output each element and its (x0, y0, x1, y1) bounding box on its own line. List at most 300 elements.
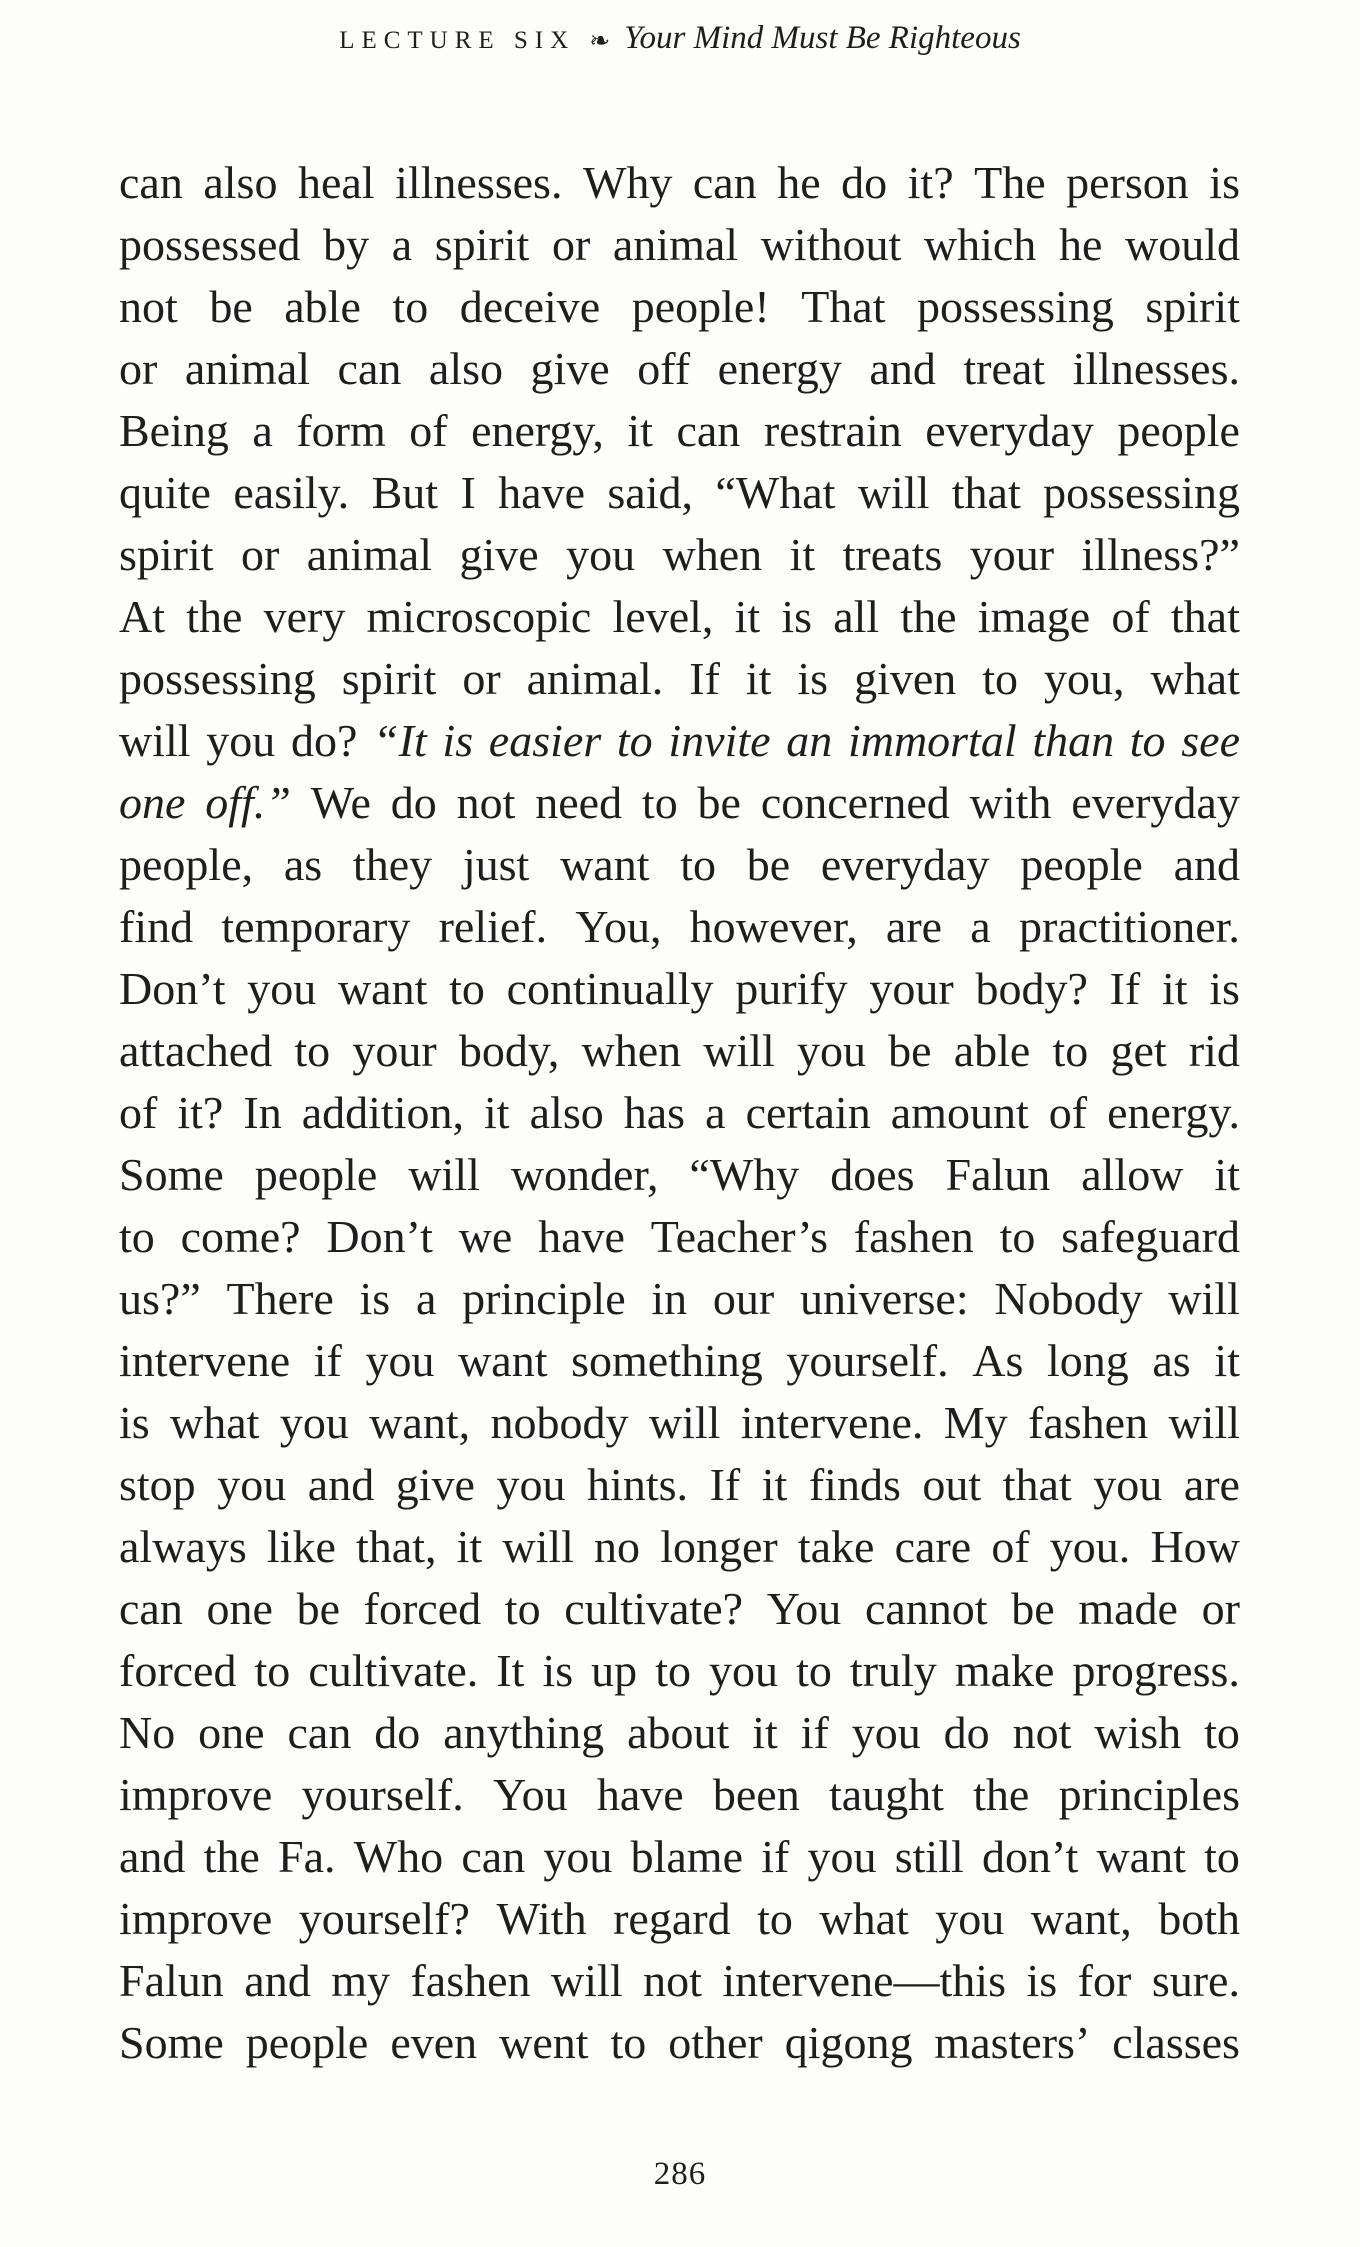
word: people, (119, 839, 254, 890)
word: not (456, 777, 516, 828)
word: still (894, 1831, 964, 1882)
word: it (761, 1459, 788, 1510)
word: or (119, 343, 158, 394)
body-line (119, 1020, 1240, 1082)
word: as (283, 839, 323, 890)
word: what (170, 1397, 260, 1448)
word: people (1117, 405, 1240, 456)
body-line (119, 1764, 1240, 1826)
body-line (119, 1392, 1240, 1454)
word: able (284, 281, 361, 332)
word: taught (828, 1769, 944, 1820)
word: fashen (853, 1211, 974, 1262)
word: off.” (205, 777, 291, 828)
word: yourself. (301, 1769, 464, 1820)
word: my (331, 1955, 390, 2006)
word: in (651, 1273, 688, 1324)
word: I (460, 467, 476, 518)
word: Some (119, 1149, 224, 1200)
word: our (712, 1273, 775, 1324)
word: to (1204, 1707, 1240, 1758)
word: easier (488, 715, 602, 766)
word: sure. (1151, 1955, 1240, 2006)
word: you (709, 1645, 779, 1696)
word: universe: (799, 1273, 969, 1324)
word: to (254, 1645, 291, 1696)
word: animal (184, 343, 311, 394)
word: You (492, 1769, 568, 1820)
body-line (119, 1826, 1240, 1888)
word: you (797, 1025, 866, 1076)
word: people (245, 2017, 369, 2068)
word: to (641, 777, 678, 828)
word: what (1150, 653, 1240, 704)
word: is (542, 1645, 574, 1696)
word: illnesses. (395, 157, 563, 208)
word: intervene—this (722, 1955, 1006, 2006)
word: is (781, 591, 813, 642)
word: other (668, 2017, 763, 2068)
word: to (504, 1583, 541, 1634)
word: If (1109, 963, 1141, 1014)
word: want (337, 963, 428, 1014)
word: spirit (119, 529, 214, 580)
word: come? (180, 1211, 301, 1262)
word: don’t (981, 1831, 1079, 1882)
word: possessing (917, 281, 1114, 332)
word: treat (963, 343, 1046, 394)
word: will (408, 1149, 480, 1200)
word: deceive (459, 281, 601, 332)
word: Don’t (326, 1211, 433, 1262)
word: a (391, 219, 413, 270)
word: person (1066, 157, 1189, 208)
word: not (119, 281, 178, 332)
body-line (119, 1454, 1240, 1516)
word: make (954, 1645, 1055, 1696)
word: “It (373, 715, 427, 766)
word: blame (630, 1831, 744, 1882)
word: Why (582, 157, 673, 208)
word: if (313, 1335, 342, 1386)
word: find (119, 901, 194, 952)
word: Some (119, 2017, 224, 2068)
word: No (119, 1707, 176, 1758)
word: forced (363, 1583, 482, 1634)
word: improve (119, 1769, 273, 1820)
word: possessing (1043, 467, 1240, 518)
body-line (119, 586, 1240, 648)
word: invite (668, 715, 771, 766)
body-line (119, 648, 1240, 710)
word: take (797, 1521, 875, 1572)
word: for (1077, 1955, 1132, 2006)
word: and (119, 1831, 186, 1882)
word: immortal (847, 715, 1017, 766)
word: that, (356, 1521, 437, 1572)
word: Teacher’s (650, 1211, 828, 1262)
word: no (594, 1521, 641, 1572)
word: wish (1094, 1707, 1182, 1758)
word: There (226, 1273, 334, 1324)
body-line (119, 958, 1240, 1020)
word: your (352, 1025, 437, 1076)
word: have (596, 1769, 684, 1820)
word: forced (119, 1645, 237, 1696)
word: cultivate? (564, 1583, 744, 1634)
word: of (1048, 1087, 1088, 1138)
word: of (409, 405, 448, 456)
word: “Why (689, 1149, 800, 1200)
word: to (119, 1211, 155, 1262)
word: concerned (760, 777, 950, 828)
word: the (900, 591, 957, 642)
word: by (323, 219, 370, 270)
word: what (819, 1893, 909, 1944)
word: be (746, 839, 791, 890)
word: will (648, 1397, 721, 1448)
fleuron-icon: ❧ (589, 28, 611, 55)
word: If (689, 653, 720, 704)
word: it? (907, 157, 954, 208)
body-line (119, 710, 1240, 772)
word: you (206, 715, 276, 766)
word: yourself. (786, 1335, 949, 1386)
word: will (551, 1955, 623, 2006)
body-line (119, 152, 1240, 214)
word: Nobody (994, 1273, 1143, 1324)
word: he (777, 157, 821, 208)
word: will (1168, 1273, 1240, 1324)
word: masters’ (934, 2017, 1091, 2068)
word: to (796, 1645, 832, 1696)
word: to (680, 839, 716, 890)
word: you (247, 963, 317, 1014)
word: or (551, 219, 591, 270)
word: Being (119, 405, 229, 456)
word: microscopic (366, 591, 592, 642)
page-body (119, 152, 1240, 2074)
word: it? (177, 1087, 224, 1138)
word: the (186, 591, 243, 642)
body-line (119, 1330, 1240, 1392)
word: get (1110, 1025, 1167, 1076)
word: it (627, 405, 653, 456)
word: both (1158, 1893, 1240, 1944)
body-line (119, 338, 1240, 400)
word: Falun (119, 1955, 224, 2006)
word: can (461, 1831, 526, 1882)
word: do (374, 1707, 421, 1758)
word: people (1020, 839, 1143, 890)
word: that (1002, 1459, 1072, 1510)
word: can (676, 405, 741, 456)
word: possessed (119, 219, 301, 270)
word: anything (443, 1707, 605, 1758)
word: said, (607, 467, 693, 518)
body-line (119, 1268, 1240, 1330)
body-line (119, 1640, 1240, 1702)
word: is (797, 653, 829, 704)
word: animal (306, 529, 432, 580)
word: us?” (119, 1273, 201, 1324)
word: will (1168, 1397, 1240, 1448)
word: to (655, 1645, 691, 1696)
word: We (310, 777, 371, 828)
word: we (458, 1211, 513, 1262)
word: one (206, 1583, 273, 1634)
word: stop (119, 1459, 196, 1510)
body-line (119, 1888, 1240, 1950)
word: you (807, 1831, 877, 1882)
word: an (786, 715, 833, 766)
body-line (119, 1206, 1240, 1268)
word: they (352, 839, 433, 890)
word: attached (119, 1025, 273, 1076)
word: all (833, 591, 880, 642)
word: it (484, 1087, 510, 1138)
word: fashen (410, 1955, 531, 2006)
word: can (119, 157, 183, 208)
word: easily. (233, 467, 350, 518)
word: spirit (434, 219, 530, 270)
word: he (1058, 219, 1103, 270)
word: cannot (864, 1583, 988, 1634)
word: But (371, 467, 439, 518)
word: people! (631, 281, 770, 332)
word: people (254, 1149, 378, 1200)
word: long (1046, 1335, 1129, 1386)
word: amount (890, 1087, 1029, 1138)
word: up (591, 1645, 638, 1696)
word: is (442, 715, 474, 766)
word: out (922, 1459, 982, 1510)
body-line (119, 1950, 1240, 2012)
word: want (560, 839, 650, 890)
word: it (752, 1707, 778, 1758)
word: to (392, 281, 429, 332)
word: treats (842, 529, 943, 580)
word: off (637, 343, 691, 394)
word: want, (1030, 1893, 1132, 1944)
word: spirit (1145, 281, 1240, 332)
word: are (885, 901, 943, 952)
word: want, (369, 1397, 471, 1448)
word: improve (119, 1893, 273, 1944)
word: “What (715, 467, 836, 518)
word: to (982, 653, 1019, 704)
word: can (119, 1583, 183, 1634)
word: animal (612, 219, 739, 270)
word: if (761, 1831, 790, 1882)
word: you (496, 1459, 566, 1510)
word: As (972, 1335, 1024, 1386)
word: want (458, 1335, 548, 1386)
word: is (1209, 963, 1240, 1014)
body-line (119, 834, 1240, 896)
word: it (789, 529, 816, 580)
word: everyday (820, 839, 990, 890)
word: it (1214, 1335, 1240, 1386)
word: been (712, 1769, 800, 1820)
word: safeguard (1061, 1211, 1240, 1262)
word: You, (575, 901, 662, 952)
word: to (1204, 1831, 1240, 1882)
word: not (643, 1955, 702, 2006)
word: want (1096, 1831, 1186, 1882)
word: do? (290, 715, 358, 766)
word: you (279, 1397, 349, 1448)
word: it (1214, 1149, 1240, 1200)
word: to (1052, 1025, 1089, 1076)
word: illnesses. (1072, 343, 1240, 394)
word: continually (506, 963, 714, 1014)
word: care (894, 1521, 972, 1572)
word: if (800, 1707, 829, 1758)
word: than (1032, 715, 1115, 766)
word: heal (297, 157, 375, 208)
body-line (119, 276, 1240, 338)
body-line (119, 2012, 1240, 2074)
word: everyday (925, 405, 1094, 456)
word: does (830, 1149, 915, 1200)
word: My (943, 1397, 1008, 1448)
word: energy (717, 343, 842, 394)
body-line (119, 524, 1240, 586)
word: image (977, 591, 1091, 642)
word: longer (660, 1521, 778, 1572)
word: to (1129, 715, 1166, 766)
word: can (287, 1707, 352, 1758)
word: need (535, 777, 623, 828)
body-line (119, 1578, 1240, 1640)
word: you (543, 1831, 613, 1882)
word: illness?” (1081, 529, 1240, 580)
word: If (709, 1459, 741, 1510)
word: nobody (490, 1397, 629, 1448)
word: relief. (438, 901, 548, 952)
body-line (119, 1144, 1240, 1206)
word: very (263, 591, 346, 642)
word: possessing (119, 653, 316, 704)
word: always (119, 1521, 247, 1572)
word: body? (975, 963, 1088, 1014)
word: to (294, 1025, 331, 1076)
word: wonder, (510, 1149, 659, 1200)
word: progress. (1072, 1645, 1240, 1696)
word: Falun (945, 1149, 1051, 1200)
word: regard (613, 1893, 731, 1944)
word: you. (1049, 1521, 1131, 1572)
word: do (943, 1707, 990, 1758)
word: went (499, 2017, 589, 2068)
word: be (209, 281, 253, 332)
word: will (857, 467, 930, 518)
word: like (266, 1521, 336, 1572)
word: even (390, 2017, 478, 2068)
word: intervene. (740, 1397, 924, 1448)
word: and (244, 1955, 311, 2006)
body-line (119, 1516, 1240, 1578)
word: you (1093, 1459, 1163, 1510)
word: are (1183, 1459, 1240, 1510)
word: The (974, 157, 1046, 208)
body-line (119, 462, 1240, 524)
word: also (529, 1087, 604, 1138)
running-header (0, 20, 1360, 57)
word: have (538, 1211, 625, 1262)
word: of (991, 1521, 1030, 1572)
word: made (1078, 1583, 1178, 1634)
word: is (1026, 1955, 1058, 2006)
word: everyday (1071, 777, 1240, 828)
word: will (119, 715, 191, 766)
word: one (119, 777, 186, 828)
word: That (801, 281, 886, 332)
word: It (496, 1645, 525, 1696)
word: fashen (1028, 1397, 1149, 1448)
word: the (203, 1831, 260, 1882)
word: have (498, 467, 585, 518)
word: yourself? (298, 1893, 470, 1944)
word: and (1173, 839, 1240, 890)
body-line (119, 1082, 1240, 1144)
word: give (459, 529, 539, 580)
word: animal. (526, 653, 664, 704)
word: intervene (119, 1335, 291, 1386)
word: that (951, 467, 1021, 518)
word: certain (745, 1087, 871, 1138)
word: or (462, 653, 501, 704)
word: about (627, 1707, 730, 1758)
word: able (953, 1025, 1031, 1076)
word: you (935, 1893, 1005, 1944)
word: the (973, 1769, 1030, 1820)
word: principle (462, 1273, 626, 1324)
word: allow (1081, 1149, 1184, 1200)
word: energy. (1107, 1087, 1240, 1138)
word: give (530, 343, 610, 394)
word: not (1012, 1707, 1072, 1758)
word: you, (1043, 653, 1125, 704)
word: a (415, 1273, 437, 1324)
word: principles (1058, 1769, 1240, 1820)
word: to (616, 715, 653, 766)
word: classes (1112, 2017, 1240, 2068)
word: something (571, 1335, 763, 1386)
word: body, (458, 1025, 560, 1076)
word: when (581, 1025, 682, 1076)
word: will (502, 1521, 574, 1572)
word: is (119, 1397, 150, 1448)
word: to (999, 1211, 1036, 1262)
word: can (692, 157, 757, 208)
word: with (969, 777, 1052, 828)
word: you (217, 1459, 287, 1510)
word: that (1170, 591, 1240, 642)
word: without (760, 219, 902, 270)
word: of (119, 1087, 158, 1138)
body-line (119, 1702, 1240, 1764)
word: Fa. (278, 1831, 336, 1882)
chapter-title: Your Mind Must Be Righteous (624, 20, 1021, 56)
word: you (365, 1335, 435, 1386)
word: and (307, 1459, 375, 1510)
word: rid (1188, 1025, 1240, 1076)
word: you (851, 1707, 921, 1758)
word: a (705, 1087, 726, 1138)
word: give (395, 1459, 475, 1510)
